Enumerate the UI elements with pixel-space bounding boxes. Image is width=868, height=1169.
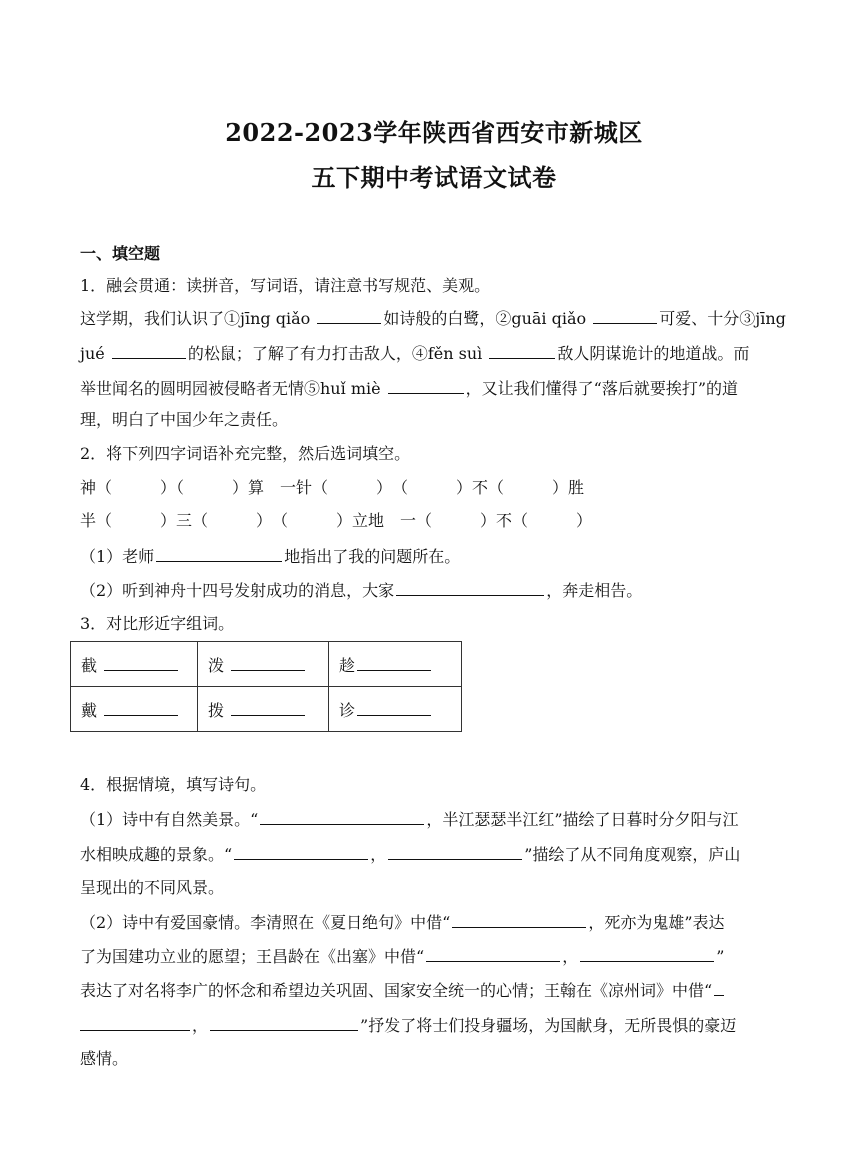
q1-line: jué 的松鼠；了解了有力打击敌人，④fěn suì 敌人阴谋诡计的地道战。而	[80, 344, 750, 363]
q1-line: 举世闻名的圆明园被侵略者无情⑤huǐ miè ，又让我们懂得了“落后就要挨打”的道	[80, 379, 739, 398]
q4-line: 表达了对名将李广的怀念和希望边关巩固、国家安全统一的心情；王翰在《凉州词》中借“	[80, 980, 792, 1001]
answer-blank[interactable]	[388, 378, 464, 394]
answer-blank[interactable]	[396, 580, 544, 596]
q3-stem: 3．对比形近字组词。	[80, 614, 235, 633]
answer-blank[interactable]	[231, 655, 305, 671]
answer-blank[interactable]	[489, 343, 555, 359]
answer-blank[interactable]	[580, 946, 714, 962]
answer-blank[interactable]	[231, 700, 305, 716]
answer-blank[interactable]	[104, 655, 178, 671]
table-cell: 诊	[329, 687, 462, 732]
answer-blank[interactable]	[156, 546, 282, 562]
answer-blank[interactable]	[357, 655, 431, 671]
section-heading: 一、填空题	[80, 244, 161, 263]
document-title: 2022-2023学年陕西省西安市新城区	[225, 118, 643, 147]
table-cell: 截	[71, 642, 198, 687]
q4-line: 水相映成趣的景象。“ ， ”描绘了从不同角度观察，庐山	[80, 845, 741, 864]
answer-blank[interactable]	[80, 1015, 190, 1031]
answer-blank[interactable]	[452, 912, 586, 928]
q4-line: ， ”抒发了将士们投身疆场，为国献身，无所畏惧的豪迈	[80, 1015, 792, 1036]
q1-line: 这学期，我们认识了①jīng qiǎo 如诗般的白鹭，②guāi qiǎo 可爱、十分③jīng	[80, 309, 786, 328]
q2-stem: 2．将下列四字词语补充完整，然后选词填空。	[80, 444, 411, 463]
answer-blank[interactable]	[112, 343, 186, 359]
answer-blank[interactable]	[234, 844, 368, 860]
q4-line: （1）诗中有自然美景。“ ，半江瑟瑟半江红”描绘了日暮时分夕阳与江	[80, 810, 739, 829]
q2-sentence: （1）老师 地指出了我的问题所在。	[80, 547, 461, 566]
answer-blank[interactable]	[210, 1015, 358, 1031]
q4-line: （2）诗中有爱国豪情。李清照在《夏日绝句》中借“ ，死亦为鬼雄”表达	[80, 913, 725, 932]
answer-blank[interactable]	[388, 844, 522, 860]
q4-line: 了为国建功立业的愿望；王昌龄在《出塞》中借“ ， ”	[80, 947, 725, 966]
answer-blank[interactable]	[426, 946, 560, 962]
q4-stem: 4．根据情境，填写诗句。	[80, 775, 267, 794]
table-row	[71, 687, 462, 732]
q1-line: 理，明白了中国少年之责任。	[80, 410, 289, 429]
char-compare-table	[70, 641, 462, 732]
idiom-row: 神（ ）（ ）算 一针（ ） （ ）不（ ）胜	[80, 478, 585, 497]
answer-blank[interactable]	[317, 308, 381, 324]
answer-blank[interactable]	[714, 980, 724, 996]
answer-blank[interactable]	[260, 809, 424, 825]
answer-blank[interactable]	[104, 700, 178, 716]
answer-blank[interactable]	[593, 308, 657, 324]
idiom-row: 半（ ）三（ ） （ ）立地 一（ ）不（ ）	[80, 511, 593, 530]
q4-line: 呈现出的不同风景。	[80, 878, 225, 897]
document-subtitle: 五下期中考试语文试卷	[311, 163, 557, 192]
q1-stem: 1．融会贯通：读拼音，写词语，请注意书写规范、美观。	[80, 276, 491, 295]
q2-sentence: （2）听到神舟十四号发射成功的消息，大家 ，奔走相告。	[80, 581, 643, 600]
q4-line: 感情。	[80, 1049, 129, 1068]
table-cell: 拨	[198, 687, 329, 732]
table-cell: 趁	[329, 642, 462, 687]
answer-blank[interactable]	[357, 700, 431, 716]
table-cell: 泼	[198, 642, 329, 687]
table-row	[71, 642, 462, 687]
table-cell: 戴	[71, 687, 198, 732]
